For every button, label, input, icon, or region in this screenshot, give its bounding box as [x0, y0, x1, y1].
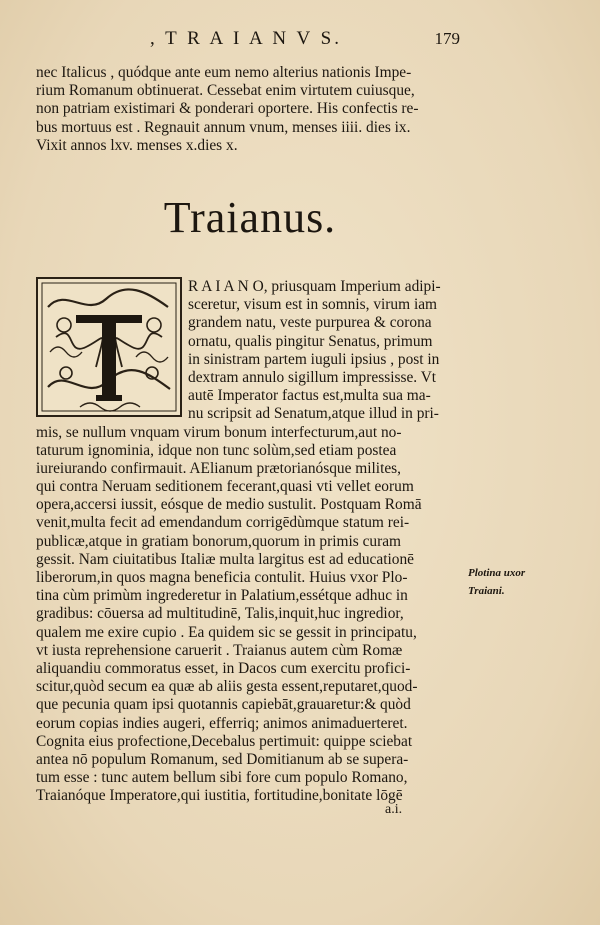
text-line: Traianóque Imperatore,qui iustitia, fortitudine,bonitate lōgē: [36, 787, 403, 805]
section-title: Traianus.: [163, 193, 337, 242]
text-line: nu scripsit ad Senatum,atque illud in pri-: [188, 405, 439, 423]
text-line: tina cùm primùm ingrederetur in Palatium,essétque adhuc in: [36, 587, 408, 605]
text-line: qui contra Neruam seditionem fecerant,quasi vti vellet eorum: [36, 478, 414, 496]
text-line: bus mortuus est . Regnauit annum vnum, menses iiii. dies ix.: [36, 118, 411, 136]
text-line: taturum ignominia, idque non tunc solùm,sed etiam postea: [36, 441, 397, 459]
running-head: [150, 28, 460, 50]
text-line: antea nō populum Romanum, sed Domitianum ab se supera-: [36, 750, 409, 768]
main-paragraph: [36, 278, 466, 805]
text-line: opera,accersi iussit, eósque de medio sustulit. Postquam Romā: [36, 496, 422, 514]
text-line: ornatu, qualis pingitur Senatus, primum: [188, 332, 433, 350]
text-line: nec Italicus , quódque ante eum nemo alterius nationis Impe-: [36, 64, 412, 81]
text-line: iureiurando confirmauit. AElianum prætorianósque milites,: [36, 459, 402, 477]
text-line: gradibus: cōuersa ad multitudinē, Talis,inquit,huc ingredior,: [36, 605, 404, 623]
marginal-note: [468, 564, 578, 600]
text-line: que pecunia quam ipsi quotannis capiebāt,grauaretur:& quòd: [36, 696, 411, 714]
marginal-note-line: Plotina uxor: [468, 567, 526, 579]
text-line: eorum copias indies augeri, efferriq; animos animaduerteret.: [36, 714, 408, 732]
text-line: sceretur, visum est in somnis, virum iam: [188, 296, 438, 314]
text-line: rium Romanum obtinuerat. Cessebat enim virtutem cuiusque,: [36, 82, 415, 100]
text-line: tum esse : tunc autem bellum sibi fore cum populo Romano,: [36, 769, 408, 787]
text-line: scitur,quòd secum ea quæ ab aliis gesta essent,reputaret,quod-: [36, 678, 418, 696]
catchword: a.i.: [385, 802, 403, 817]
text-line: vt iusta reprehensione caruerit . Traianus autem cùm Romæ: [36, 641, 403, 659]
marginal-note-line: Traiani.: [468, 585, 505, 598]
text-line: grandem natu, veste purpurea & corona: [188, 314, 432, 332]
text-line: qualem me exire cupio . Ea quidem sic se gessit in principatu,: [36, 623, 417, 641]
text-line: aliquandiu commoratus esset, in Dacos cum exercitu profici-: [36, 659, 411, 677]
text-line: mis, se nullum vnquam virum bonum interfecturum,aut no-: [36, 423, 402, 441]
text-line: liberorum,in quos magna beneficia contulit. Huius vxor Plo-: [36, 569, 408, 586]
text-line: Vixit annos lxv. menses x.dies x.: [36, 136, 238, 154]
text-line: dextram annulo sigillum impressisse. Vt: [188, 368, 437, 386]
text-line: gessit. Nam ciuitatibus Italiæ multa largitus est ad educationē: [36, 550, 414, 568]
text-line: non patriam existimari & ponderari oportere. His confectis re-: [36, 100, 419, 118]
text-line: publicæ,atque in gratiam bonorum,quorum in primis curam: [36, 532, 402, 550]
text-line: autē Imperator factus est,multa sua ma-: [188, 387, 431, 405]
text-line: Cognita eius profectione,Decebalus pertimuit: quippe sciebat: [36, 732, 413, 750]
text-line: venit,multa fecit ad emendandum corrigēdùmque statum rei-: [36, 514, 410, 532]
top-paragraph: [36, 64, 466, 155]
text-line: in sinistram partem iuguli ipsius , post in: [188, 350, 440, 368]
running-head-title: , T R A I A N V S.: [150, 28, 342, 49]
page-number: 179: [434, 29, 460, 48]
text-line: R A I A N O, priusquam Imperium adipi-: [188, 278, 441, 295]
